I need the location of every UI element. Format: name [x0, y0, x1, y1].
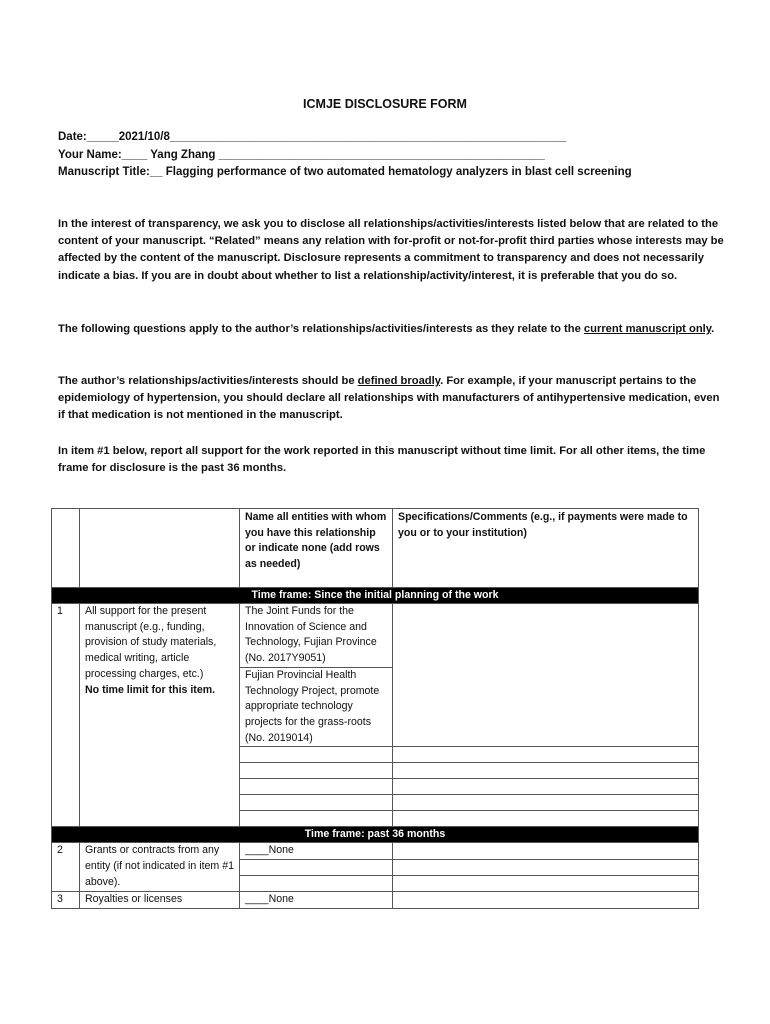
time-frame-label-1: Time frame: Since the initial planning of the work: [52, 588, 699, 604]
manuscript-title-line: Manuscript Title:__ Flagging performance of two automated hematology analyzers in blast cell screening: [58, 166, 632, 178]
item-number: 3: [52, 892, 80, 909]
para3-end: . For example, if your manuscript pertains to the epidemiology of hypertension, you should declare all relationships with manufacturers of antihypertensive medication, even if that medication is not mentioned in the manuscript.: [58, 375, 720, 422]
header-specifications: Specifications/Comments (e.g., if payments were made to you or to your institution): [393, 509, 699, 588]
entity-cell[interactable]: The Joint Funds for the Innovation of Science and Technology, Fujian Province (No. 2017Y9051): [240, 604, 393, 668]
para2-end: .: [711, 323, 715, 335]
entity-cell[interactable]: ____None: [240, 892, 393, 909]
item-description: Royalties or licenses: [80, 892, 240, 909]
form-title: ICMJE DISCLOSURE FORM: [303, 97, 467, 111]
comment-cell[interactable]: [393, 795, 699, 811]
intro-paragraph-1: In the interest of transparency, we ask you to disclose all relationships/activities/interests listed below that are related to the content of your manuscript. “Related” means any relation with for-profit or not-for-profit third parties whose interests may be affected by the content of the manuscript. Disclosure represents a commitment to transparency and does not necessarily indicate a bias. If you are in doubt about whether to list a relationship/activity/interest, it is preferable that you do so.: [58, 218, 724, 282]
table-row-item-1: [52, 604, 699, 668]
time-frame-label-2: Time frame: past 36 months: [52, 827, 699, 843]
para2-text: The following questions apply to the author’s relationships/activities/interests as they relate to the: [58, 323, 584, 335]
table-row-item-3: [52, 892, 699, 909]
comment-cell[interactable]: [393, 843, 699, 860]
table-header-row: [52, 509, 699, 588]
item-number: 1: [52, 604, 80, 827]
header-cell-item: [80, 509, 240, 588]
entity-cell[interactable]: [240, 811, 393, 827]
item-description: Grants or contracts from any entity (if not indicated in item #1 above).: [80, 843, 240, 892]
para3-text: The author’s relationships/activities/interests should be: [58, 375, 358, 387]
intro-paragraph-3: [58, 373, 728, 425]
disclosure-table: [51, 508, 699, 909]
entity-cell[interactable]: [240, 747, 393, 763]
header-entities: Name all entities with whom you have this relationship or indicate none (add rows as needed): [240, 509, 393, 588]
entity-cell[interactable]: [240, 763, 393, 779]
date-line: Date:_____2021/10/8______________________________________________________________: [58, 131, 567, 143]
table-row-item-2: [52, 843, 699, 860]
comment-cell[interactable]: [393, 779, 699, 795]
comment-cell[interactable]: [393, 604, 699, 747]
entity-cell[interactable]: [240, 860, 393, 876]
time-frame-band-1: [52, 588, 699, 604]
comment-cell[interactable]: [393, 811, 699, 827]
header-cell-number: [52, 509, 80, 588]
item-number: 2: [52, 843, 80, 892]
comment-cell[interactable]: [393, 747, 699, 763]
entity-cell[interactable]: Fujian Provincial Health Technology Project, promote appropriate technology projects for the grass-roots (No. 2019014): [240, 667, 393, 747]
item-description: [80, 604, 240, 827]
comment-cell[interactable]: [393, 860, 699, 876]
comment-cell[interactable]: [393, 763, 699, 779]
entity-cell[interactable]: [240, 795, 393, 811]
item1-description-text: All support for the present manuscript (e.g., funding, provision of study materials, medical writing, article processing charges, etc.): [85, 605, 217, 680]
name-line: Your Name:____ Yang Zhang ___________________________________________________: [58, 149, 545, 161]
entity-cell[interactable]: [240, 876, 393, 892]
entity-cell[interactable]: ____None: [240, 843, 393, 860]
entity-cell[interactable]: [240, 779, 393, 795]
para3-underlined: defined broadly: [357, 375, 441, 387]
para2-underlined: current manuscript only: [583, 323, 712, 335]
comment-cell[interactable]: [393, 892, 699, 909]
comment-cell[interactable]: [393, 876, 699, 892]
item1-description-bold: No time limit for this item.: [85, 683, 216, 696]
intro-paragraph-4: In item #1 below, report all support for the work reported in this manuscript without time limit. For all other items, the time frame for disclosure is the past 36 months.: [58, 445, 706, 475]
intro-paragraph-2: [58, 321, 728, 338]
time-frame-band-2: [52, 827, 699, 843]
